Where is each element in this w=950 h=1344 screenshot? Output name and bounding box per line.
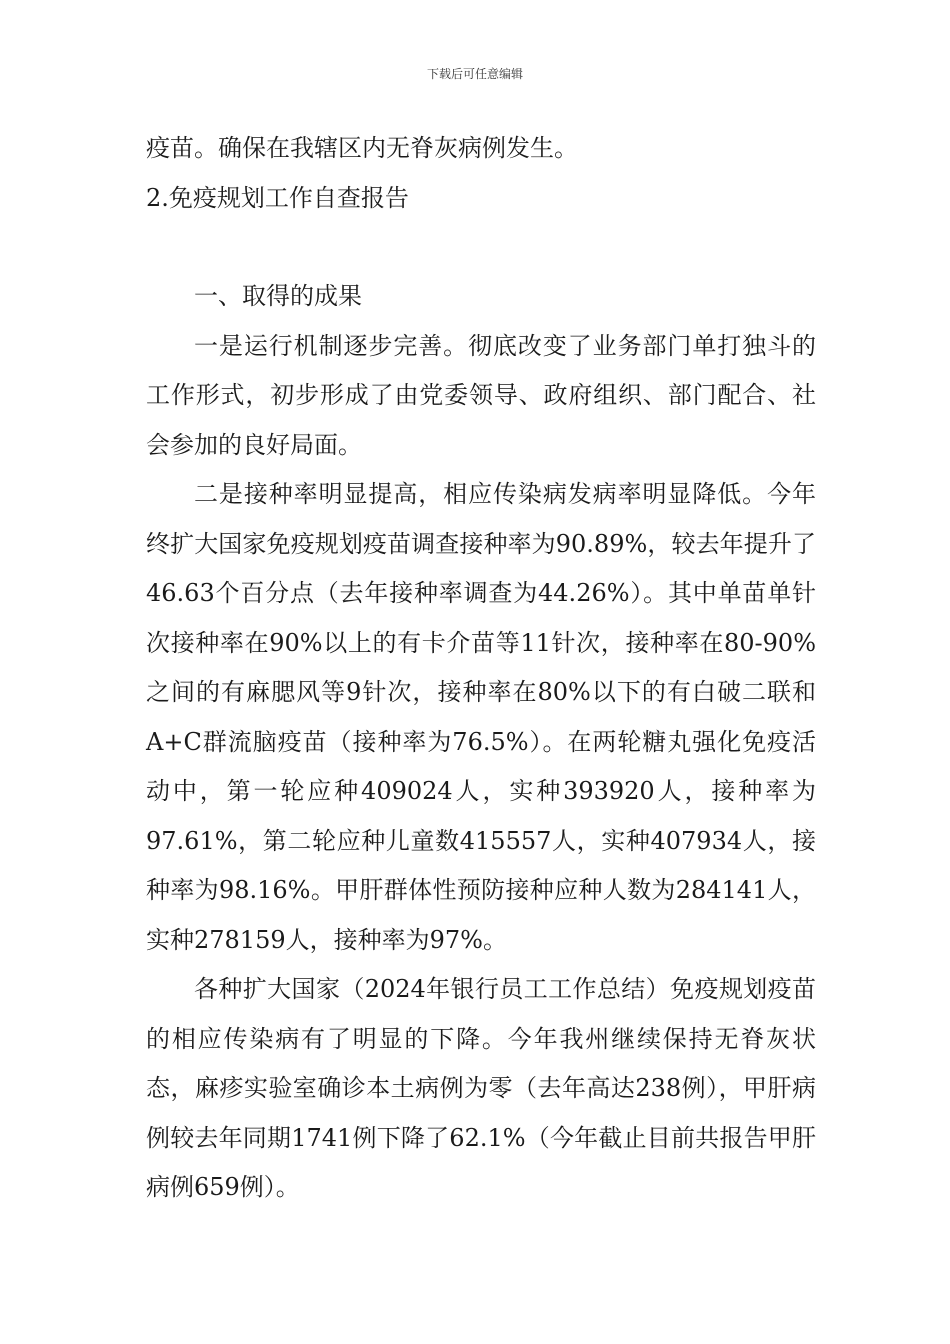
document-body — [146, 124, 816, 1213]
paragraph-operating-mechanism: 一是运行机制逐步完善。彻底改变了业务部门单打独斗的工作形式，初步形成了由党委领导、政府组织、部门配合、社会参加的良好局面。 — [146, 331, 816, 459]
paragraph-vaccination-rate: 二是接种率明显提高，相应传染病发病率明显降低。今年终扩大国家免疫规划疫苗调查接种率为90.89%，较去年提升了46.63个百分点（去年接种率调查为44.26%）。其中单苗单针次接种率在90%以上的有卡介苗等11针次，接种率在80-90%之间的有麻腮风等9针次，接种率在80%以下的有白破二联和A+C群流脑疫苗（接种率为76.5%）。在两轮糖丸强化免疫活动中，第一轮应种409024人，实种393920人，接种率为97.61%，第二轮应种儿童数415557人，实种407934人，接种率为98.16%。甲肝群体性预防接种应种人数为284141人，实种278159人，接种率为97%。 — [146, 480, 816, 954]
paragraph-continuation: 疫苗。确保在我辖区内无脊灰病例发生。 — [146, 134, 578, 162]
blank-line — [146, 223, 816, 272]
subheading: 一、取得的成果 — [194, 282, 362, 310]
page-header: 下载后可任意编辑 — [426, 67, 523, 81]
section-title: 2.免疫规划工作自查报告 — [146, 183, 409, 212]
paragraph-disease-decline: 各种扩大国家（2024年银行员工工作总结）免疫规划疫苗的相应传染病有了明显的下降。今年我州继续保持无脊灰状态，麻疹实验室确诊本土病例为零（去年高达238例），甲肝病例较去年同期1741例下降了62.1%（今年截止目前共报告甲肝病例659例）。 — [146, 975, 816, 1201]
